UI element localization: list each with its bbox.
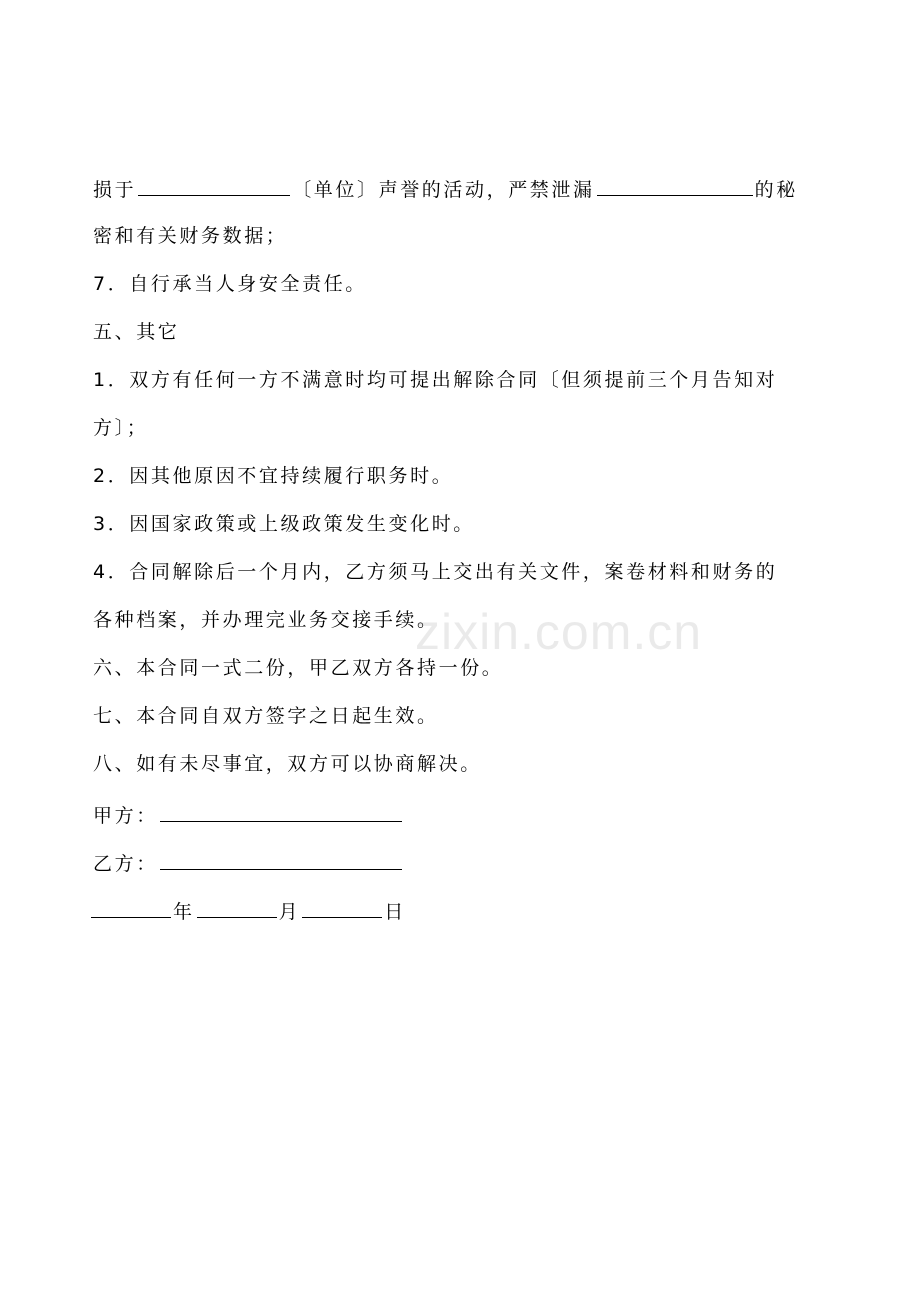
fill-blank-secret: [597, 177, 753, 196]
day-blank: [302, 899, 382, 918]
text-segment: 八、如有未尽事宜，双方可以协商解决。: [93, 753, 482, 775]
text-segment: 7．自行承当人身安全责任。: [93, 273, 367, 295]
text-segment: 2．因其他原因不宜持续履行职务时。: [93, 465, 454, 487]
text-segment: 六、本合同一式二份，甲乙双方各持一份。: [93, 657, 504, 679]
text-segment: 的秘: [754, 179, 798, 201]
clause-4-continued: [93, 608, 439, 632]
day-label: 日: [384, 901, 406, 923]
text-segment: 3．因国家政策或上级政策发生变化时。: [93, 513, 475, 535]
watermark: zixin.com.cn: [415, 604, 703, 660]
section-7: [93, 704, 439, 728]
clause-4: [93, 560, 777, 584]
month-label: 月: [278, 901, 301, 923]
year-blank: [91, 899, 171, 918]
text-segment: 损于: [93, 179, 137, 201]
section-8: [93, 752, 482, 776]
clause-7: [93, 272, 367, 296]
party-a-label: 甲方：: [93, 805, 158, 827]
text-segment: 五、其它: [93, 321, 180, 343]
fill-blank-unit: [138, 177, 290, 196]
text-segment: 方〕；: [93, 417, 149, 439]
month-blank: [197, 899, 277, 918]
text-segment: 4．合同解除后一个月内，乙方须马上交出有关文件，案卷材料和财务的: [93, 561, 778, 583]
paragraph-line-1: [93, 177, 798, 202]
paragraph-line-2: [93, 224, 287, 248]
party-a-signature-line: [93, 803, 404, 828]
clause-1: [93, 368, 777, 392]
party-b-label: 乙方：: [93, 853, 158, 875]
clause-3: [93, 512, 475, 536]
text-segment: 密和有关财务数据；: [93, 225, 288, 247]
party-b-blank: [160, 851, 402, 870]
clause-1-continued: [93, 416, 148, 440]
text-segment: 七、本合同自双方签字之日起生效。: [93, 705, 439, 727]
clause-2: [93, 464, 453, 488]
date-line: [91, 899, 406, 924]
party-b-signature-line: [93, 851, 404, 876]
section-heading-5: [93, 320, 179, 344]
party-a-blank: [160, 803, 402, 822]
text-segment: 〔单位〕声誉的活动，严禁泄漏: [292, 179, 595, 201]
year-label: 年: [173, 901, 195, 923]
text-segment: 1．双方有任何一方不满意时均可提出解除合同〔但须提前三个月告知对: [93, 369, 778, 391]
text-segment: 各种档案，并办理完业务交接手续。: [93, 609, 439, 631]
